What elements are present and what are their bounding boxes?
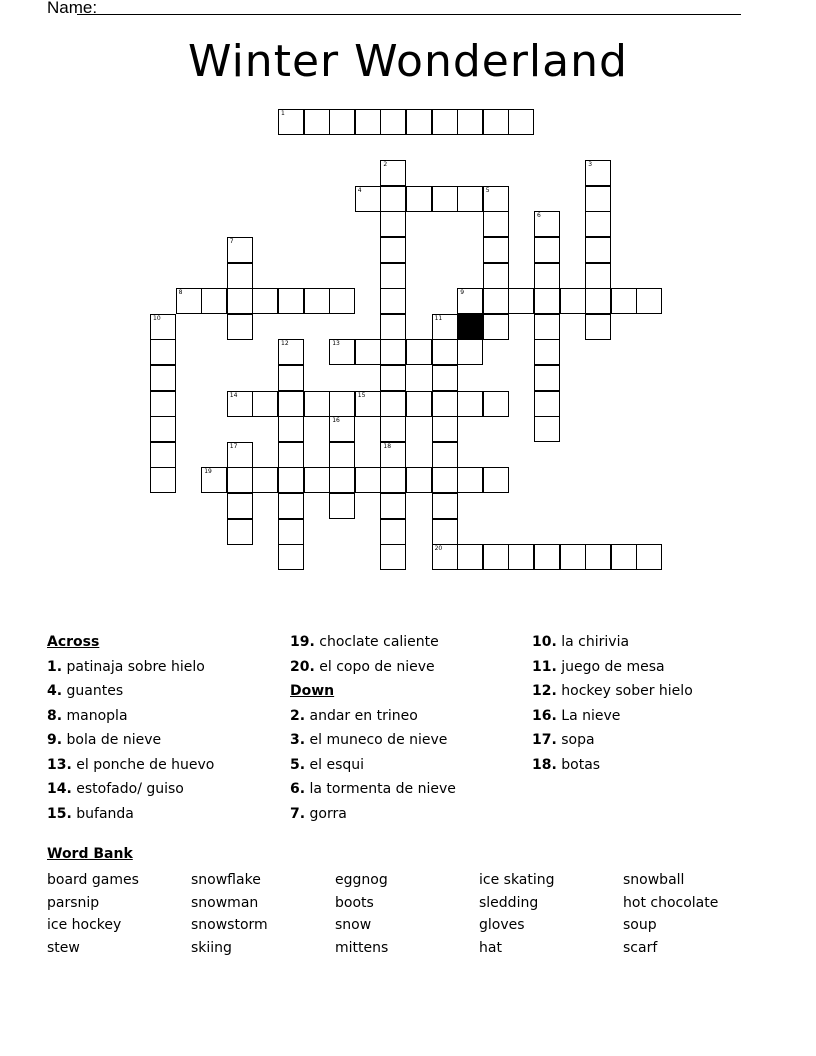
grid-cell[interactable] [227,314,253,340]
grid-cell[interactable] [534,365,560,391]
grid-cell[interactable] [380,365,406,391]
clue-down-12: 12. hockey sober hielo [532,683,693,699]
grid-cell[interactable] [380,314,406,340]
clue-down-5: 5. el esqui [290,756,365,773]
clue-number: 14 [229,391,238,399]
grid-cell[interactable] [560,288,586,314]
grid-cell[interactable] [380,263,406,289]
grid-cell[interactable] [432,109,458,135]
grid-cell[interactable] [483,186,509,212]
grid-cell[interactable] [432,186,458,212]
clue-down-2: 2. andar en trineo [290,707,418,724]
clues-column-1 [47,630,214,826]
word-bank-item: parsnip [47,894,100,911]
grid-cell[interactable] [432,416,458,442]
grid-cell[interactable] [304,391,330,417]
black-square [457,314,483,340]
grid-cell[interactable] [201,467,227,493]
grid-cell[interactable] [483,544,509,570]
grid-cell[interactable] [508,109,534,135]
clue-down-17: 17. sopa [532,732,595,748]
grid-cell[interactable] [432,467,458,493]
grid-cell[interactable] [585,160,611,186]
grid-cell[interactable] [560,544,586,570]
clue-across-14: 14. estofado/ guiso [47,781,184,797]
grid-cell[interactable] [585,186,611,212]
word-bank-column-2 [191,869,268,959]
grid-cell[interactable] [457,391,483,417]
clue-down-7: 7. gorra [290,805,347,822]
clue-number: 12 [281,340,289,348]
word-bank-item: snowball [623,872,685,888]
across-heading: Across [47,634,100,650]
grid-cell[interactable] [227,288,253,314]
word-bank-item: skiing [191,939,232,956]
grid-cell[interactable] [483,314,509,340]
clues-column-2 [290,630,456,826]
grid-cell[interactable] [534,314,560,340]
word-bank-item: boots [335,894,374,911]
grid-cell[interactable] [534,416,560,442]
grid-cell[interactable] [227,519,253,545]
grid-cell[interactable] [457,109,483,135]
clue-down-18: 18. botas [532,756,601,773]
grid-cell[interactable] [432,314,458,340]
grid-cell[interactable] [380,416,406,442]
word-bank-item: board games [47,872,139,888]
grid-cell[interactable] [585,263,611,289]
grid-cell[interactable] [278,519,304,545]
clue-number: 4 [357,186,362,194]
grid-cell[interactable] [201,288,227,314]
grid-cell[interactable] [534,391,560,417]
grid-cell[interactable] [150,339,176,365]
grid-cell[interactable] [380,186,406,212]
grid-cell[interactable] [380,391,406,417]
grid-cell[interactable] [432,493,458,519]
clue-across-15: 15. bufanda [47,805,134,822]
clue-across-19: 19. choclate caliente [290,634,439,650]
grid-cell[interactable] [406,339,432,365]
grid-cell[interactable] [150,467,176,493]
grid-cell[interactable] [355,391,381,417]
clue-number: 3 [588,161,593,169]
word-bank-column-5 [623,869,718,959]
grid-cell[interactable] [380,109,406,135]
grid-cell[interactable] [636,288,662,314]
grid-cell[interactable] [483,211,509,237]
grid-cell[interactable] [534,544,560,570]
grid-cell[interactable] [432,519,458,545]
grid-cell[interactable] [227,493,253,519]
grid-cell[interactable] [457,288,483,314]
grid-cell[interactable] [585,211,611,237]
grid-cell[interactable] [278,365,304,391]
grid-cell[interactable] [483,288,509,314]
grid-cell[interactable] [227,263,253,289]
grid-cell[interactable] [329,416,355,442]
grid-cell[interactable] [150,442,176,468]
grid-cell[interactable] [483,237,509,263]
clue-number: 16 [332,417,340,425]
grid-cell[interactable] [534,288,560,314]
grid-cell[interactable] [406,186,432,212]
grid-cell[interactable] [432,339,458,365]
grid-cell[interactable] [329,493,355,519]
grid-cell[interactable] [150,365,176,391]
grid-cell[interactable] [252,467,278,493]
grid-cell[interactable] [150,391,176,417]
grid-cell[interactable] [406,467,432,493]
grid-cell[interactable] [457,467,483,493]
clue-number: 17 [229,442,238,450]
word-bank-item: stew [47,939,80,956]
clue-number: 9 [460,289,465,297]
grid-cell[interactable] [176,288,202,314]
grid-cell[interactable] [483,391,509,417]
down-heading: Down [290,683,335,699]
clue-across-8: 8. manopla [47,707,128,724]
grid-cell[interactable] [585,237,611,263]
word-bank-item: snowstorm [191,917,268,933]
grid-cell[interactable] [585,314,611,340]
grid-cell[interactable] [380,442,406,468]
clue-down-16: 16. La nieve [532,707,621,724]
grid-cell[interactable] [329,467,355,493]
clue-down-6: 6. la tormenta de nieve [290,781,456,797]
grid-cell[interactable] [329,109,355,135]
grid-cell[interactable] [278,109,304,135]
grid-cell[interactable] [150,314,176,340]
grid-cell[interactable] [278,339,304,365]
grid-cell[interactable] [252,391,278,417]
grid-cell[interactable] [380,237,406,263]
word-bank-item: sledding [479,894,539,911]
grid-cell[interactable] [534,211,560,237]
grid-cell[interactable] [278,391,304,417]
grid-cell[interactable] [150,416,176,442]
grid-cell[interactable] [432,442,458,468]
word-bank-item: eggnog [335,872,388,888]
grid-cell[interactable] [380,544,406,570]
clue-number: 6 [537,212,541,220]
grid-cell[interactable] [227,391,253,417]
grid-cell[interactable] [252,288,278,314]
grid-cell[interactable] [329,442,355,468]
clue-number: 19 [204,468,212,476]
grid-cell[interactable] [457,186,483,212]
word-bank-item: ice hockey [47,917,122,933]
clue-number: 15 [357,391,366,399]
grid-cell[interactable] [278,544,304,570]
grid-cell[interactable] [636,544,662,570]
word-bank-item: soup [623,917,657,933]
word-bank-item: mittens [335,939,389,956]
grid-cell[interactable] [406,109,432,135]
grid-cell[interactable] [329,339,355,365]
grid-cell[interactable] [534,339,560,365]
word-bank-column-1 [47,869,139,959]
grid-cell[interactable] [380,339,406,365]
clue-number: 8 [178,289,183,297]
clue-number: 5 [485,186,490,194]
grid-cell[interactable] [534,237,560,263]
clue-number: 13 [332,340,340,348]
grid-cell[interactable] [457,339,483,365]
grid-cell[interactable] [278,416,304,442]
word-bank-heading: Word Bank [47,846,133,862]
clue-across-13: 13. el ponche de huevo [47,756,215,773]
grid-cell[interactable] [508,544,534,570]
puzzle-title: Winter Wonderland [188,36,628,87]
grid-cell[interactable] [380,211,406,237]
name-label: Name: [47,0,98,17]
grid-cell[interactable] [432,365,458,391]
clue-number: 1 [281,110,285,117]
grid-cell[interactable] [406,391,432,417]
grid-cell[interactable] [483,467,509,493]
grid-cell[interactable] [304,467,330,493]
grid-cell[interactable] [380,493,406,519]
grid-cell[interactable] [483,109,509,135]
grid-cell[interactable] [611,288,637,314]
clues-column-3 [532,630,693,777]
grid-cell[interactable] [355,339,381,365]
clue-number: 10 [153,314,161,322]
clue-number: 20 [434,545,443,553]
grid-cell[interactable] [380,288,406,314]
grid-cell[interactable] [227,467,253,493]
word-bank-item: snowman [191,894,259,911]
grid-cell[interactable] [329,288,355,314]
grid-cell[interactable] [380,519,406,545]
clue-number: 11 [434,314,443,322]
grid-cell[interactable] [227,237,253,263]
word-bank-item: hot chocolate [623,894,719,911]
grid-cell[interactable] [380,467,406,493]
grid-cell[interactable] [355,467,381,493]
clue-number: 2 [383,161,388,169]
grid-cell[interactable] [329,391,355,417]
grid-cell[interactable] [534,263,560,289]
grid-cell[interactable] [432,391,458,417]
clue-across-1: 1. patinaja sobre hielo [47,658,205,675]
grid-cell[interactable] [304,109,330,135]
word-bank-item: gloves [479,917,525,933]
clue-number: 7 [229,238,234,245]
grid-cell[interactable] [380,160,406,186]
clue-down-10: 10. la chirivia [532,634,630,650]
word-bank-item: hat [479,939,502,956]
clue-across-9: 9. bola de nieve [47,732,162,748]
clue-down-11: 11. juego de mesa [532,658,665,675]
word-bank-column-3 [335,869,388,959]
grid-cell[interactable] [508,288,534,314]
clue-across-4: 4. guantes [47,683,124,699]
grid-cell[interactable] [611,544,637,570]
word-bank-item: ice skating [479,872,555,888]
clue-number: 18 [383,442,392,450]
grid-cell[interactable] [355,186,381,212]
word-bank-item: snow [335,917,372,933]
word-bank-item: scarf [623,939,658,956]
grid-cell[interactable] [227,442,253,468]
clue-down-3: 3. el muneco de nieve [290,732,448,748]
grid-cell[interactable] [483,263,509,289]
word-bank-column-4 [479,869,555,959]
grid-cell[interactable] [457,544,483,570]
grid-cell[interactable] [278,493,304,519]
grid-cell[interactable] [278,442,304,468]
grid-cell[interactable] [355,109,381,135]
grid-cell[interactable] [304,288,330,314]
grid-cell[interactable] [585,544,611,570]
clue-across-20: 20. el copo de nieve [290,658,435,675]
grid-cell[interactable] [278,467,304,493]
grid-cell[interactable] [278,288,304,314]
grid-cell[interactable] [585,288,611,314]
grid-cell[interactable] [432,544,458,570]
word-bank-item: snowflake [191,872,261,888]
